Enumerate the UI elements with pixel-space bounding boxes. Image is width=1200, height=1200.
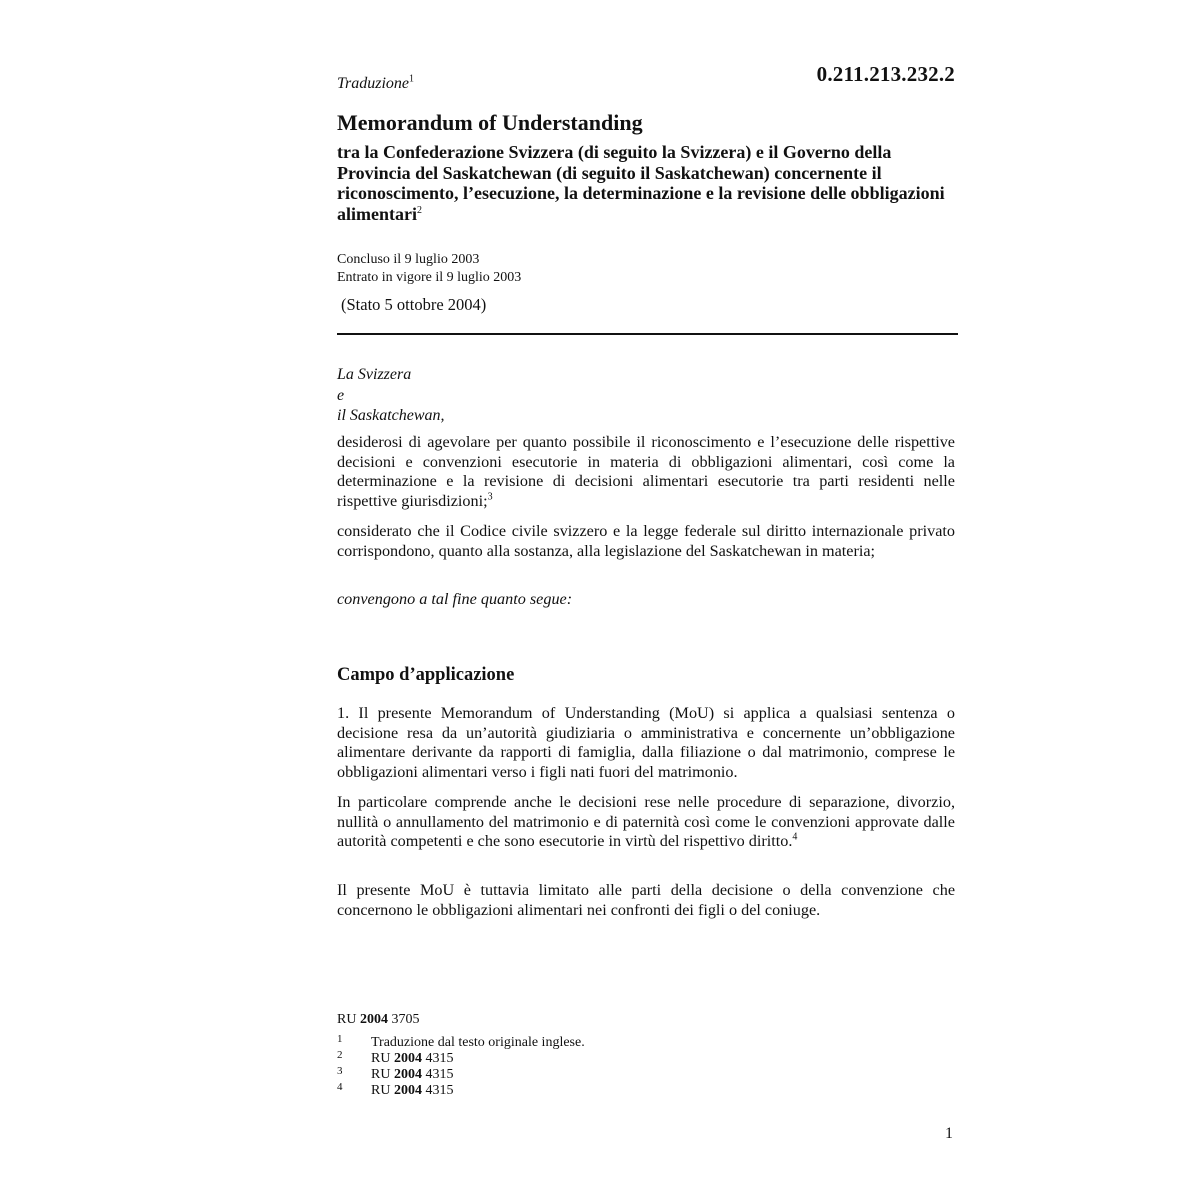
footnote-prefix: RU xyxy=(371,1083,391,1098)
header-divider xyxy=(337,333,958,335)
footnote-year: 2004 xyxy=(393,1083,422,1098)
footnote-number: 4 xyxy=(337,1081,343,1093)
document-subtitle xyxy=(337,142,957,224)
section-paragraph-1: 1. Il presente Memorandum of Understanding (MoU) si applica a qualsiasi sentenza o decisione resa da un’autorità giudiziaria o amministrativa e concernente un’obbligazione alimentare derivante da rapporti di famiglia, dalla filiazione o dal matrimonio, comprese le obbligazioni alimentari verso i figli nati fuori del matrimonio. xyxy=(337,704,955,781)
footnote-ref-1[interactable]: 1 xyxy=(409,73,415,85)
footnote-prefix: RU xyxy=(371,1051,391,1066)
footnote-number: 1 xyxy=(337,1033,343,1045)
party-switzerland: La Svizzera xyxy=(337,366,412,383)
section-paragraph-2 xyxy=(337,793,955,852)
footnote-number: 3 xyxy=(337,1065,343,1077)
recital-1-text: desiderosi di agevolare per quanto possibile il riconoscimento e l’esecuzione delle rispettive decisioni e convenzioni esecutorie in materia di obbligazioni alimentari, così come la determinazione e la revisione di decisioni alimentari esecutorie tra parti residenti nelle rispettive giurisdizioni; xyxy=(337,433,955,510)
footnote-number: 2 xyxy=(337,1049,343,1061)
section-paragraph-3: Il presente MoU è tuttavia limitato alle parti della decisione o della convenzione che concernono le obbligazioni alimentari nei confronti dei figli o del coniuge. xyxy=(337,881,955,919)
footnote-ref-3[interactable]: 3 xyxy=(487,491,493,503)
party-conjunction: e xyxy=(337,386,345,404)
ru-prefix: RU xyxy=(337,1012,357,1027)
translation-label-text: Traduzione xyxy=(337,75,410,92)
document-title: Memorandum of Understanding xyxy=(337,110,643,135)
footnote-page: 4315 xyxy=(425,1083,454,1098)
footnote-ref-2[interactable]: 2 xyxy=(416,204,422,216)
subtitle-text: tra la Confederazione Svizzera (di seguito la Svizzera) e il Governo della Provincia del Saskatchewan (di seguito il Saskatchewan) concernente il riconoscimento, l’esecuzione, la determinazione e la revisione delle obbligazioni alimentari xyxy=(337,142,945,224)
parties-block xyxy=(337,365,445,427)
footnote-page: 4315 xyxy=(425,1051,454,1066)
sr-number: 0.211.213.232.2 xyxy=(816,62,955,86)
status-date: (Stato 5 ottobre 2004) xyxy=(341,295,487,314)
in-force-date: Entrato in vigore il 9 luglio 2003 xyxy=(337,270,522,285)
footnote-text: Traduzione dal testo originale inglese. xyxy=(371,1035,585,1050)
ru-reference xyxy=(337,1012,419,1028)
party-saskatchewan: il Saskatchewan, xyxy=(337,407,445,424)
document-page xyxy=(337,0,955,1200)
page-number: 1 xyxy=(945,1125,953,1142)
preamble-recital-1 xyxy=(337,433,955,511)
concluded-date: Concluso il 9 luglio 2003 xyxy=(337,252,480,267)
ru-year: 2004 xyxy=(359,1012,388,1027)
section-heading: Campo d’applicazione xyxy=(337,665,515,685)
footnote-prefix: RU xyxy=(371,1067,391,1082)
footnote-year: 2004 xyxy=(393,1051,422,1066)
translation-label xyxy=(337,75,414,93)
preamble-agreement: convengono a tal fine quanto segue: xyxy=(337,590,573,608)
footnote-page: 4315 xyxy=(425,1067,454,1082)
dates-block xyxy=(337,251,521,287)
ru-page: 3705 xyxy=(391,1012,420,1027)
footnote-ref-4[interactable]: 4 xyxy=(792,831,798,843)
section-paragraph-2-text: In particolare comprende anche le decisioni rese nelle procedure di separazione, divorzio, nullità o annullamento del matrimonio e di paternità così come le convenzioni approvate dalle autorità competenti e che sono esecutorie in virtù del rispettivo diritto. xyxy=(337,793,955,850)
footnote-year: 2004 xyxy=(393,1067,422,1082)
footnote-4 xyxy=(337,1079,737,1100)
preamble-recital-2: considerato che il Codice civile svizzero e la legge federale sul diritto internazionale privato corrispondono, quanto alla sostanza, alla legislazione del Saskatchewan in materia; xyxy=(337,522,955,560)
